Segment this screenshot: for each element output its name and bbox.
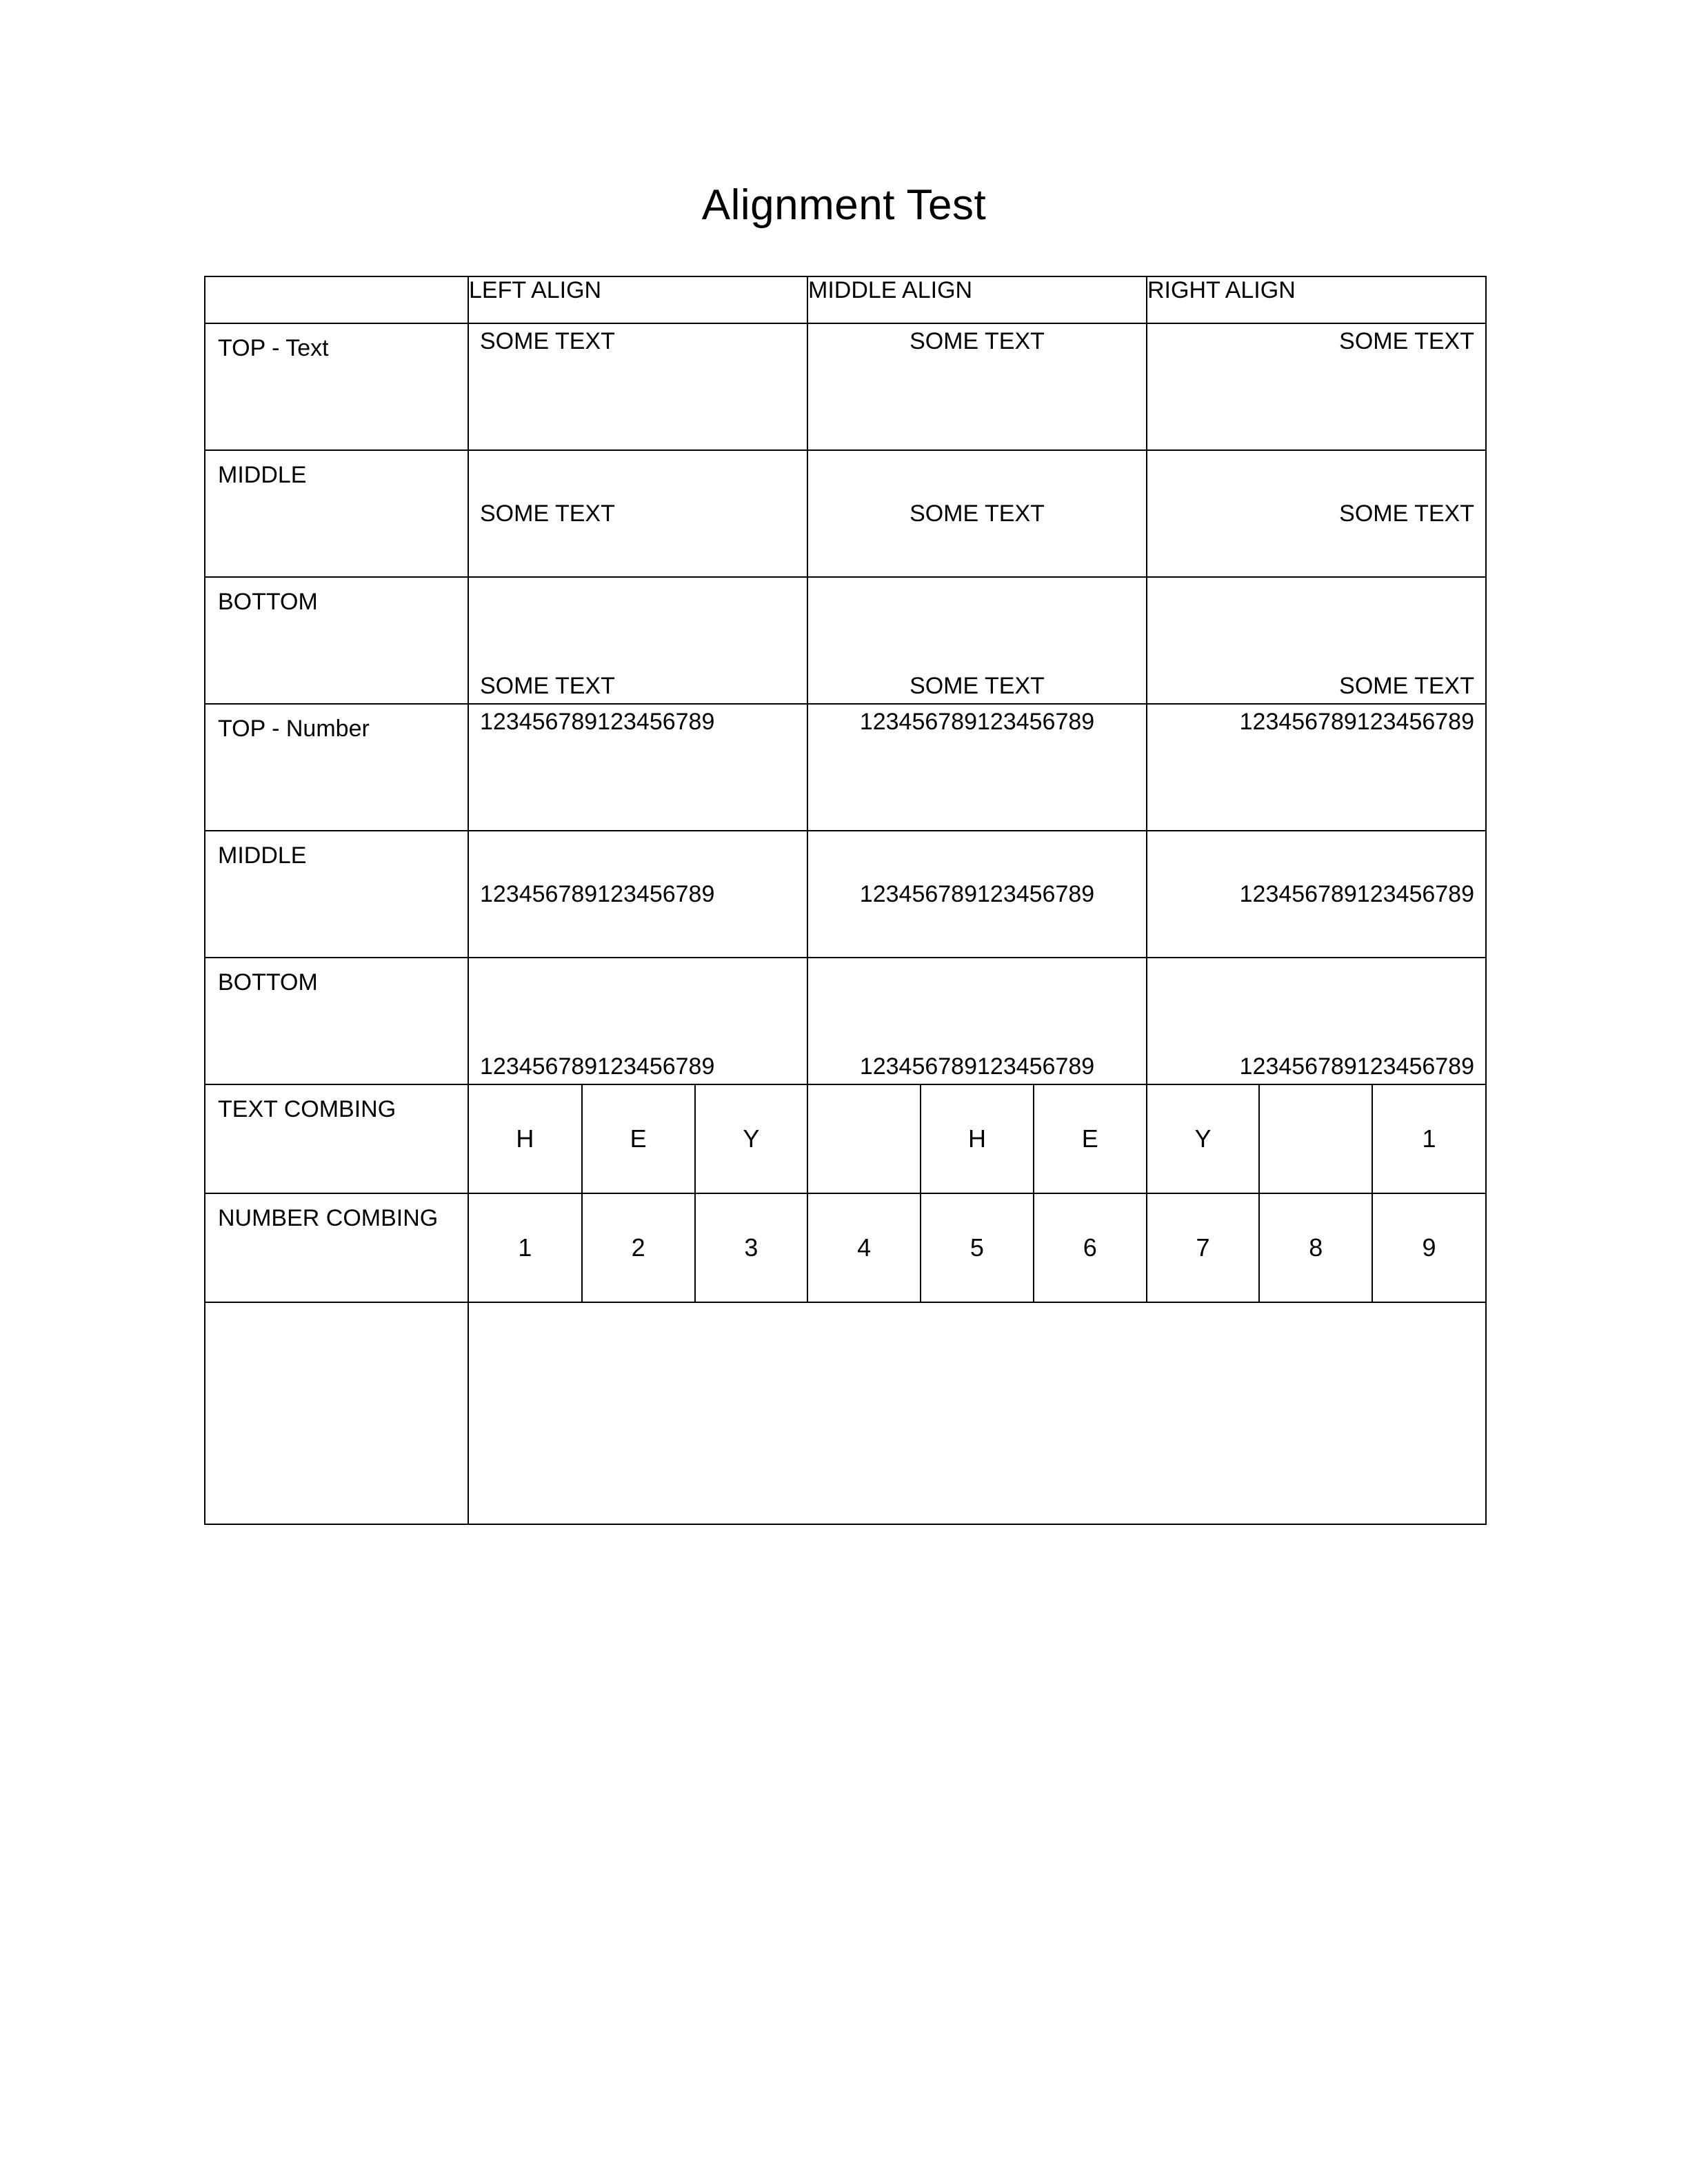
table-row: [205, 577, 1486, 704]
comb-cell: 7: [1147, 1194, 1260, 1302]
comb-cell: 5: [921, 1194, 1034, 1302]
cell-middle-number-right: [1147, 831, 1486, 958]
page-title: Alignment Test: [701, 181, 987, 229]
comb-cell: E: [582, 1085, 695, 1193]
row-label-cell: [205, 958, 468, 1084]
cell-value: SOME TEXT: [1339, 500, 1474, 527]
cell-middle-text-middle: [807, 450, 1147, 577]
comb-cell: H: [921, 1085, 1034, 1193]
comb-cell: E: [1034, 1085, 1147, 1193]
cell-bottom-text-right: [1147, 577, 1486, 704]
row-label-cell: [205, 577, 468, 704]
header-cell-left-align: [468, 276, 807, 323]
cell-top-text-right: [1147, 323, 1486, 450]
row-label-cell: [205, 323, 468, 450]
table-row: [205, 1193, 1486, 1302]
comb-cell: Y: [1147, 1085, 1260, 1193]
row-label: MIDDLE: [218, 842, 307, 869]
row-label: BOTTOM: [218, 589, 318, 615]
cell-value: 123456789123456789: [480, 880, 715, 907]
table-row: [205, 704, 1486, 831]
cell-bottom-number-right: [1147, 958, 1486, 1084]
cell-value: 123456789123456789: [1239, 1053, 1474, 1080]
cell-top-number-right: [1147, 704, 1486, 831]
cell-value: SOME TEXT: [480, 328, 615, 354]
row-label-cell: [205, 704, 468, 831]
cell-value: 123456789123456789: [859, 709, 1095, 735]
number-combing-grid: [469, 1194, 1485, 1302]
cell-value: SOME TEXT: [910, 672, 1045, 699]
table-row: [205, 1302, 1486, 1524]
table-row: [205, 831, 1486, 958]
table-row: [205, 323, 1486, 450]
row-label: NUMBER COMBING: [218, 1205, 439, 1231]
cell-middle-number-middle: [807, 831, 1147, 958]
row-label: BOTTOM: [218, 969, 318, 995]
cell-bottom-text-left: [468, 577, 807, 704]
cell-text-combing: [468, 1084, 1486, 1193]
row-label: MIDDLE: [218, 462, 307, 488]
header-middle-align-label: MIDDLE ALIGN: [808, 277, 973, 303]
row-label-cell: [205, 1302, 468, 1524]
cell-top-number-middle: [807, 704, 1147, 831]
cell-value: 123456789123456789: [1239, 709, 1474, 735]
alignment-table: [204, 276, 1487, 1525]
cell-top-text-left: [468, 323, 807, 450]
cell-bottom-number-left: [468, 958, 807, 1084]
cell-value: 123456789123456789: [480, 1053, 715, 1080]
cell-value: SOME TEXT: [480, 672, 615, 699]
header-cell-middle-align: [807, 276, 1147, 323]
comb-cell: Y: [695, 1085, 808, 1193]
row-label: TOP - Text: [218, 335, 329, 361]
cell-value: SOME TEXT: [910, 500, 1045, 527]
text-combing-grid: [469, 1085, 1485, 1193]
header-cell-blank: [205, 276, 468, 323]
cell-middle-text-right: [1147, 450, 1486, 577]
cell-value: SOME TEXT: [1339, 672, 1474, 699]
table-row: [205, 450, 1486, 577]
comb-cell: [1259, 1085, 1372, 1193]
cell-middle-text-left: [468, 450, 807, 577]
row-label-cell: [205, 450, 468, 577]
comb-cell: 2: [582, 1194, 695, 1302]
row-label-cell: [205, 1084, 468, 1193]
comb-cell: [807, 1085, 921, 1193]
comb-cell: 3: [695, 1194, 808, 1302]
row-label: [205, 1303, 468, 1313]
comb-cell: 9: [1372, 1194, 1485, 1302]
cell-top-text-middle: [807, 323, 1147, 450]
cell-bottom-text-middle: [807, 577, 1147, 704]
cell-value: 123456789123456789: [480, 709, 715, 735]
comb-cell: 6: [1034, 1194, 1147, 1302]
row-label-cell: [205, 1193, 468, 1302]
row-label: TEXT COMBING: [218, 1096, 396, 1122]
cell-value: 123456789123456789: [859, 880, 1095, 907]
cell-bottom-number-middle: [807, 958, 1147, 1084]
comb-cell: 4: [807, 1194, 921, 1302]
comb-cell: H: [469, 1085, 582, 1193]
cell-value: 123456789123456789: [859, 1053, 1095, 1080]
comb-cell: 1: [1372, 1085, 1485, 1193]
cell-top-number-left: [468, 704, 807, 831]
row-label-cell: [205, 831, 468, 958]
cell-number-combing: [468, 1193, 1486, 1302]
cell-value: SOME TEXT: [910, 328, 1045, 354]
cell-value: 123456789123456789: [1239, 880, 1474, 907]
row-label: TOP - Number: [218, 716, 370, 742]
cell-empty: [468, 1302, 1486, 1524]
header-cell-right-align: [1147, 276, 1486, 323]
header-left-align-label: LEFT ALIGN: [469, 277, 602, 303]
header-right-align-label: RIGHT ALIGN: [1147, 277, 1296, 303]
table-row: [205, 1084, 1486, 1193]
cell-value: SOME TEXT: [480, 500, 615, 527]
cell-middle-number-left: [468, 831, 807, 958]
comb-cell: 1: [469, 1194, 582, 1302]
comb-cell: 8: [1259, 1194, 1372, 1302]
table-header-row: [205, 276, 1486, 323]
cell-value: SOME TEXT: [1339, 328, 1474, 354]
table-row: [205, 958, 1486, 1084]
